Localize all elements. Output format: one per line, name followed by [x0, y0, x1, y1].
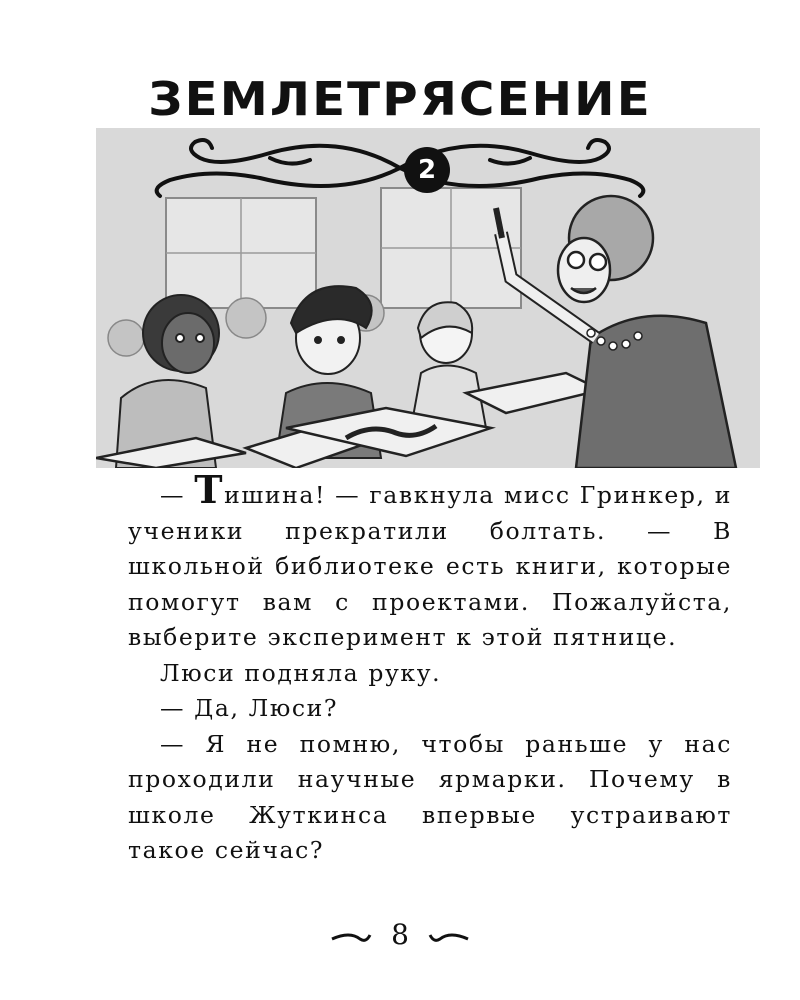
teacher: [496, 196, 736, 468]
paragraph-2: Люси подняла руку.: [160, 658, 442, 687]
chapter-title: ЗЕМЛЕТРЯСЕНИЕ: [148, 72, 652, 126]
paragraph-1-lead: —: [160, 481, 195, 509]
title-ornament: [140, 128, 660, 208]
right-swirl-icon: [428, 929, 470, 945]
left-swirl-icon: [330, 929, 372, 945]
paragraph-1: [128, 467, 732, 656]
page-number: 8: [391, 918, 409, 951]
page-footer: [0, 918, 800, 951]
paragraph-1-text: ишина! — гавкнула мисс Гринкер, и ученики прекратили болтать. — В школьной библиотеке есть книги, которые помогут вам с проектами. Пожалуйста, выберите эксперимент к этой пятнице.: [128, 481, 732, 651]
paragraph-4: — Я не помню, чтобы раньше у нас проходили научные ярмарки. Почему в школе Жуткинса впервые устраивают такое сейчас?: [128, 729, 732, 864]
girl: [411, 302, 486, 428]
drop-cap: Т: [194, 467, 225, 512]
paragraph-3: — Да, Люси?: [160, 694, 339, 722]
chapter-number-badge: 2: [404, 147, 450, 193]
body-text: [128, 467, 732, 869]
